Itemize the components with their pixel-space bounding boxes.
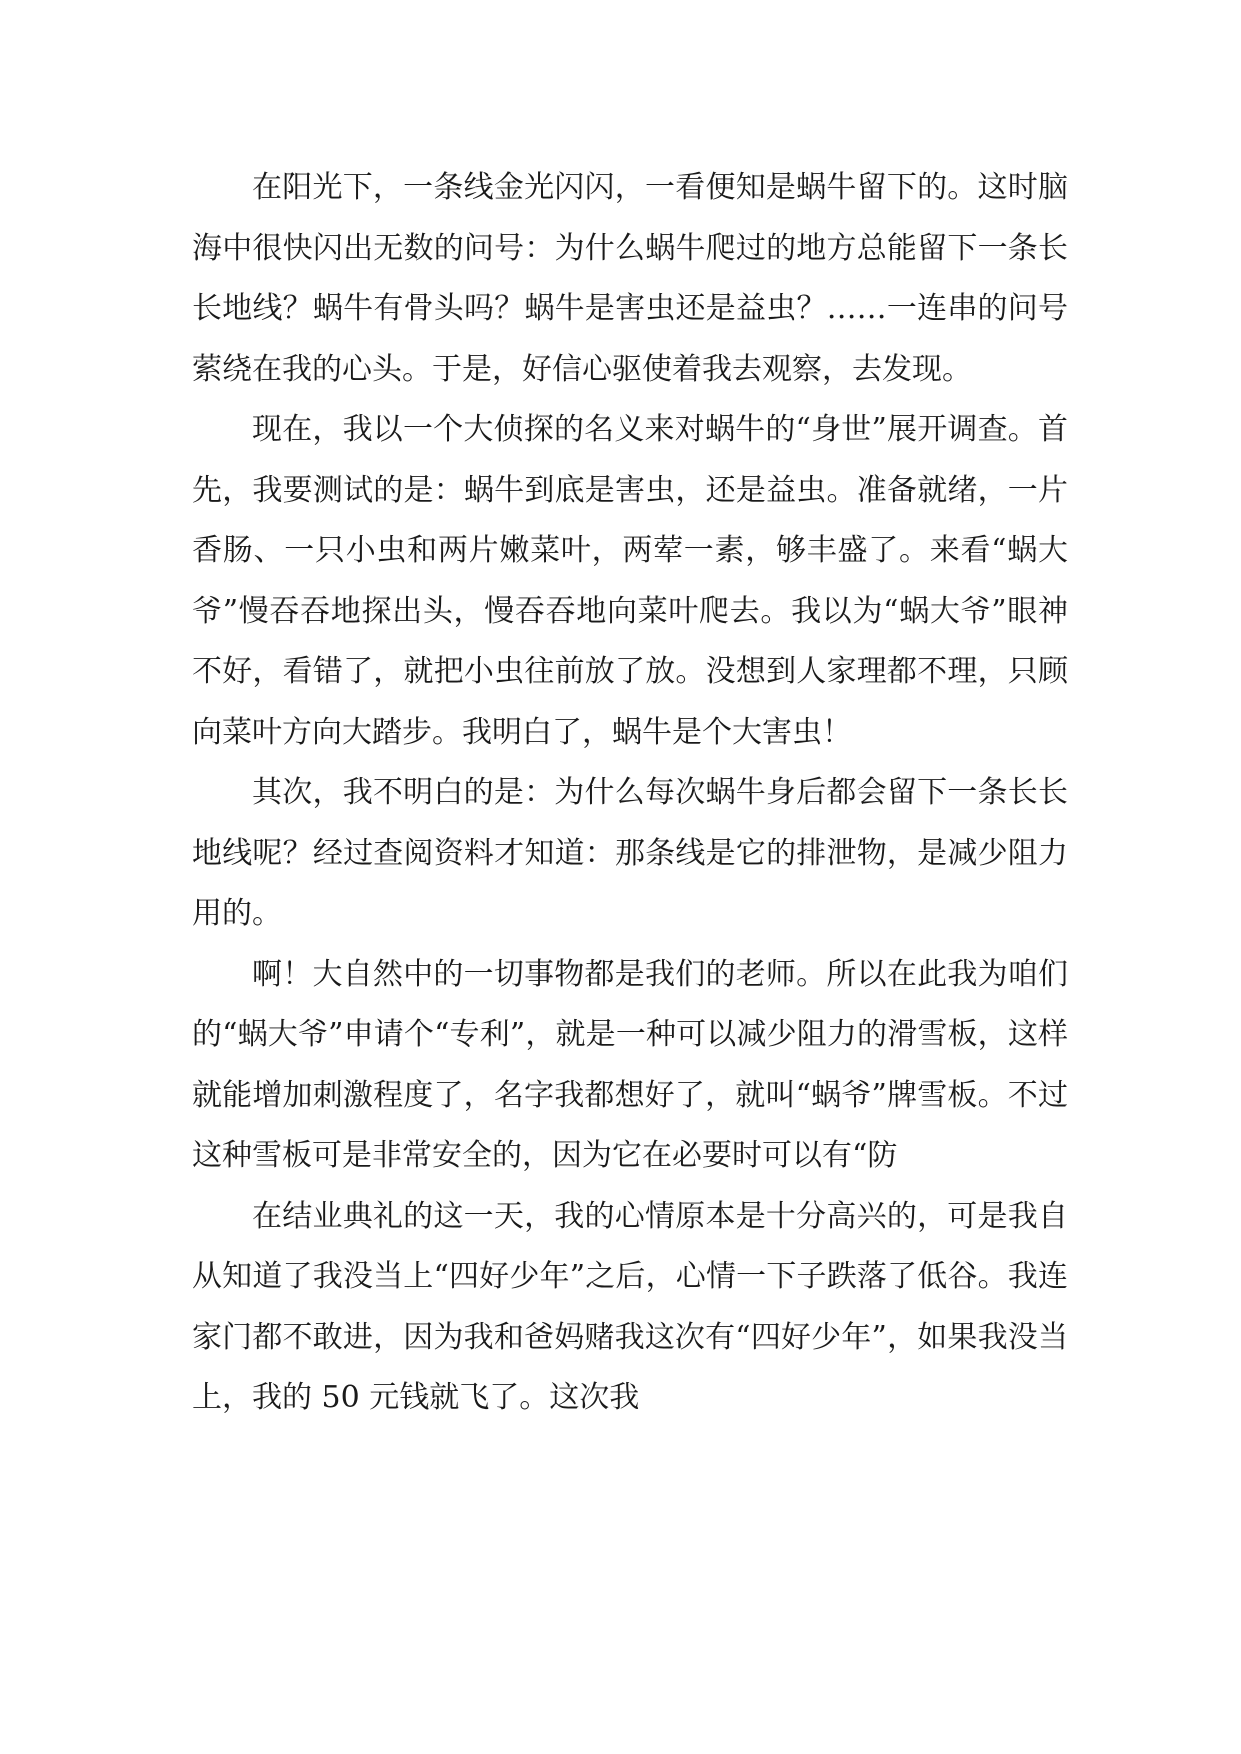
paragraph-nature-teacher: 啊！大自然中的一切事物都是我们的老师。所以在此我为咱们的“蜗大爷”申请个“专利”，就是一种可以减少阻力的滑雪板，这样就能增加刺激程度了，名字我都想好了，就叫“蜗爷”牌雪板。不过这种雪板可是非常安全的，因为它在必要时可以有“防: [192, 956, 1068, 1173]
paragraph-trail-explanation: 其次，我不明白的是：为什么每次蜗牛身后都会留下一条长长地线呢？经过查阅资料才知道：那条线是它的排泄物，是减少阻力用的。: [192, 775, 1068, 931]
document-body: [192, 158, 1068, 1429]
paragraph-snail-trail: 在阳光下，一条线金光闪闪，一看便知是蜗牛留下的。这时脑海中很快闪出无数的问号：为什么蜗牛爬过的地方总能留下一条长长地线？蜗牛有骨头吗？蜗牛是害虫还是益虫？……一连串的问号萦绕在我的心头。于是，好信心驱使着我去观察，去发现。: [192, 170, 1068, 387]
paragraph-investigation: 现在，我以一个大侦探的名义来对蜗牛的“身世”展开调查。首先，我要测试的是：蜗牛到底是害虫，还是益虫。准备就绪，一片香肠、一只小虫和两片嫩菜叶，两荤一素，够丰盛了。来看“蜗大爷”慢吞吞地探出头，慢吞吞地向菜叶爬去。我以为“蜗大爷”眼神不好，看错了，就把小虫往前放了放。没想到人家理都不理，只顾向菜叶方向大踏步。我明白了，蜗牛是个大害虫！: [192, 412, 1068, 750]
paragraph-graduation-ceremony: 在结业典礼的这一天，我的心情原本是十分高兴的，可是我自从知道了我没当上“四好少年”之后，心情一下子跌落了低谷。我连家门都不敢进，因为我和爸妈赌我这次有“四好少年”，如果我没当上，我的 50 元钱就飞了。这次我: [192, 1198, 1068, 1415]
